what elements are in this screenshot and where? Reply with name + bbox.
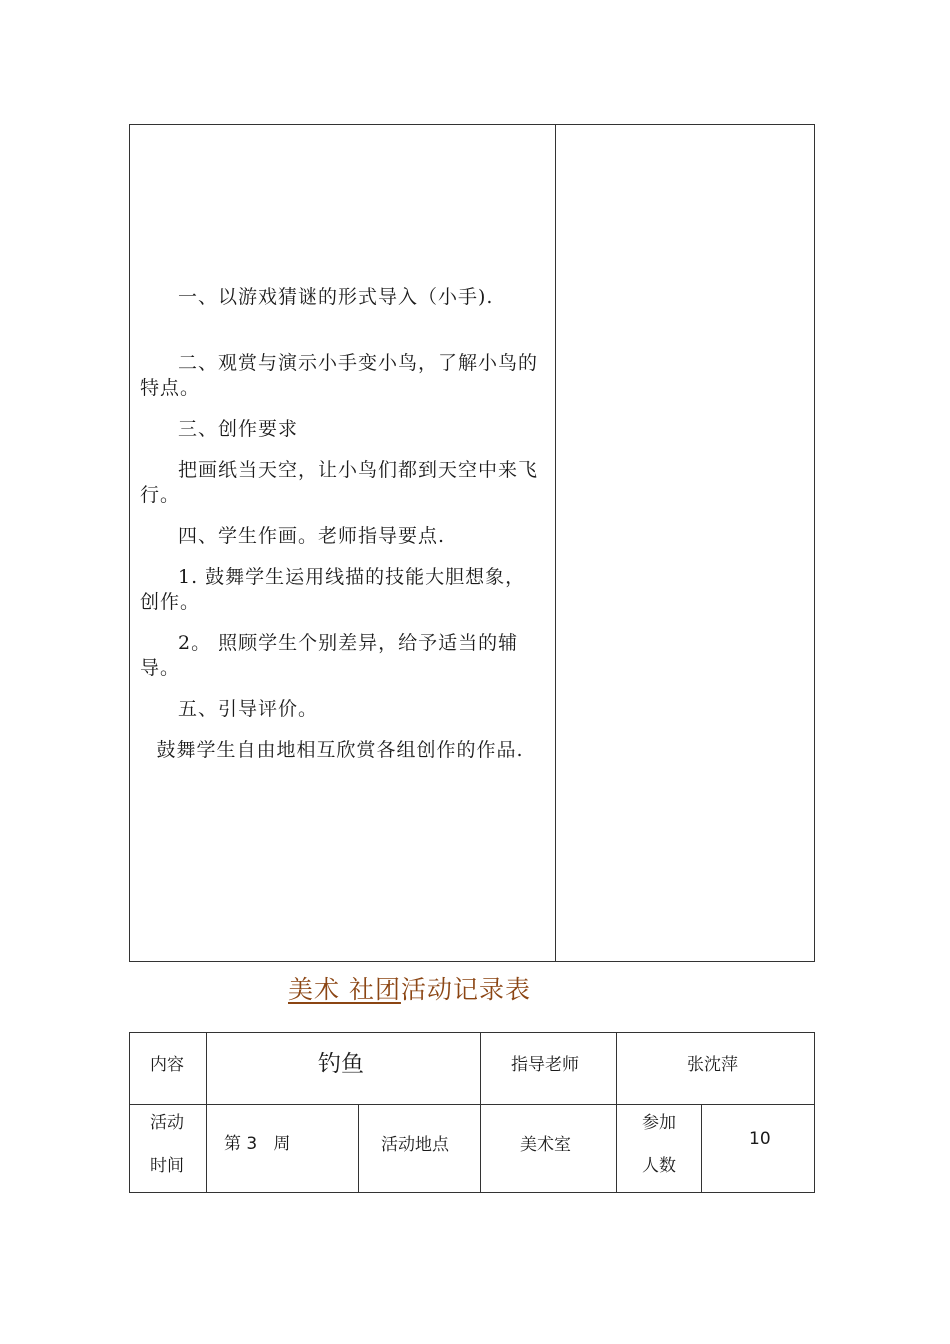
lesson-line-7: 2。 照顾学生个别差异，给予适当的辅导。: [140, 632, 519, 679]
col-divider: [358, 1104, 359, 1193]
time-label-line2: 时间: [150, 1156, 184, 1176]
count-label-line2: 人数: [642, 1156, 676, 1176]
lesson-line-4: 把画纸当天空，让小鸟们都到天空中来飞行。: [140, 459, 539, 506]
time-label-line1: 活动: [150, 1113, 184, 1133]
notes-cell: [556, 125, 814, 961]
teacher-value: 张沈萍: [687, 1055, 738, 1075]
lesson-line-2: 二、观赏与演示小手变小鸟，了解小鸟的特点。: [140, 352, 539, 399]
count-label-line1: 参加: [642, 1113, 676, 1133]
title-club-name: 美术 社团: [288, 975, 401, 1004]
row-divider: [130, 1104, 814, 1105]
activity-info-table: [129, 1032, 815, 1193]
content-label: 内容: [150, 1055, 184, 1075]
lesson-line-8: 五、引导评价。: [178, 698, 319, 720]
lesson-text: [140, 285, 540, 763]
lesson-line-6: 1. 鼓舞学生运用线描的技能大胆想象，创作。: [140, 566, 526, 613]
count-value: 10: [749, 1129, 771, 1149]
lesson-line-5: 四、学生作画。老师指导要点.: [178, 525, 446, 547]
time-value: 第 3 周: [224, 1134, 291, 1154]
content-value: 钓鱼: [318, 1051, 364, 1077]
place-value: 美术室: [520, 1135, 571, 1155]
title-rest: 活动记录表: [400, 975, 531, 1004]
lesson-line-9: 鼓舞学生自由地相互欣赏各组创作的作品.: [156, 739, 524, 761]
lesson-table: [129, 124, 815, 962]
teacher-label: 指导老师: [511, 1055, 579, 1075]
col-divider: [206, 1033, 207, 1192]
lesson-content-cell: [130, 125, 556, 961]
col-divider: [480, 1033, 481, 1192]
lesson-line-3: 三、创作要求: [178, 418, 299, 440]
col-divider: [701, 1104, 702, 1193]
page-title: [288, 970, 531, 1006]
lesson-line-1: 一、以游戏猜谜的形式导入（小手).: [178, 286, 494, 308]
place-label: 活动地点: [381, 1135, 449, 1155]
col-divider: [616, 1033, 617, 1192]
